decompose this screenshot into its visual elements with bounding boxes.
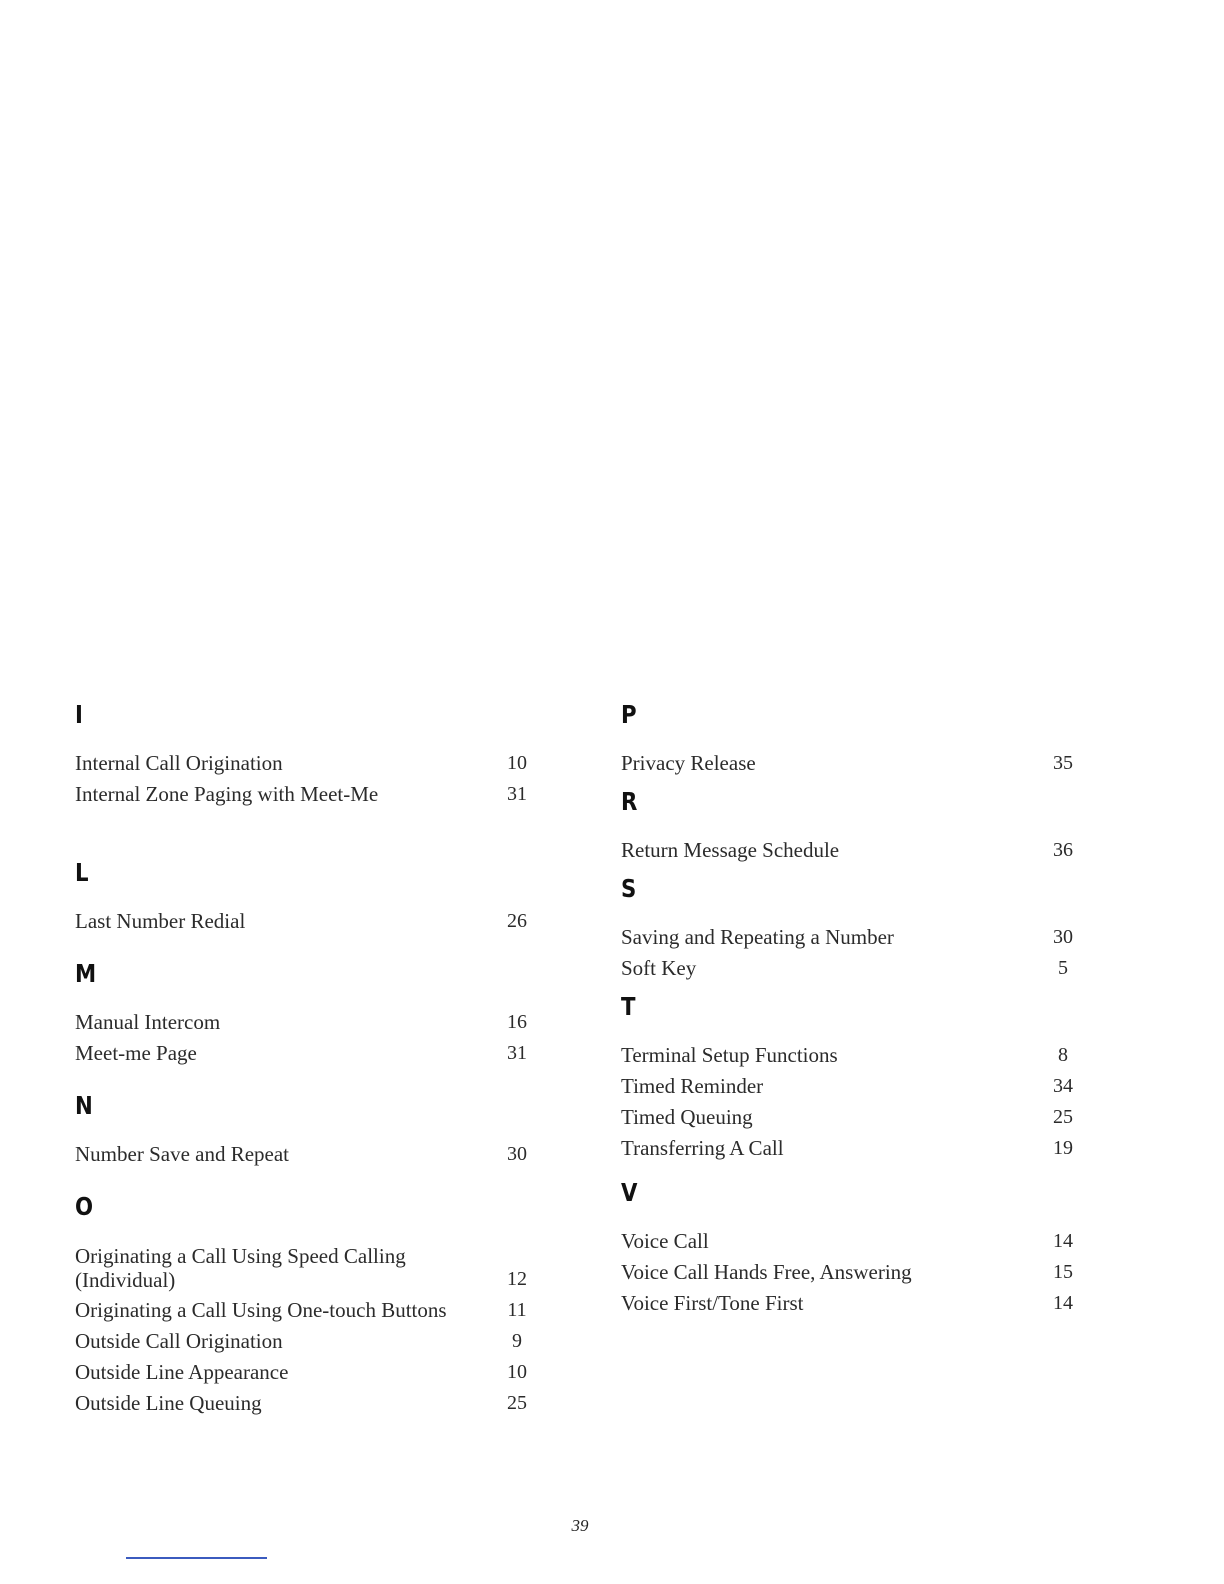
index-term: Timed Queuing xyxy=(621,1105,753,1129)
section-letter: L xyxy=(75,858,89,887)
index-page-ref: 34 xyxy=(1053,1075,1073,1097)
index-page-ref: 30 xyxy=(1053,926,1073,948)
index-entry xyxy=(621,1133,1091,1164)
index-column-left xyxy=(75,700,545,1441)
index-entry xyxy=(75,906,545,937)
page-number: 39 xyxy=(571,1516,589,1535)
index-page-ref: 9 xyxy=(512,1330,522,1352)
index-page-ref: 35 xyxy=(1053,752,1073,774)
index-entry xyxy=(621,1288,1091,1319)
index-term: Soft Key xyxy=(621,956,697,980)
index-term: Voice Call xyxy=(621,1229,709,1253)
section-letter: R xyxy=(621,787,638,816)
index-section-p xyxy=(621,700,1091,779)
section-letter: S xyxy=(621,874,637,903)
index-entry xyxy=(621,1102,1091,1133)
index-term: Return Message Schedule xyxy=(621,838,840,862)
index-entry xyxy=(75,748,545,779)
index-term: Last Number Redial xyxy=(75,909,246,933)
index-term: Timed Reminder xyxy=(621,1074,764,1098)
index-entry xyxy=(621,1040,1091,1071)
index-term: Manual Intercom xyxy=(75,1010,221,1034)
section-letter: N xyxy=(75,1091,93,1120)
index-page-ref: 30 xyxy=(507,1143,527,1165)
index-term: Meet-me Page xyxy=(75,1041,197,1065)
index-page-ref: 26 xyxy=(507,910,527,932)
index-entry xyxy=(75,1295,545,1326)
index-page-ref: 25 xyxy=(507,1392,527,1414)
index-page-ref: 10 xyxy=(507,752,527,774)
index-section-n xyxy=(75,1091,545,1170)
index-entry xyxy=(75,1357,545,1388)
index-entry xyxy=(621,748,1091,779)
section-letter: I xyxy=(75,700,83,729)
index-page-ref: 8 xyxy=(1058,1044,1068,1066)
index-page-ref: 5 xyxy=(1058,957,1068,979)
index-section-l xyxy=(75,858,545,937)
index-section-r xyxy=(621,787,1091,866)
section-letter: M xyxy=(75,959,97,988)
index-entry xyxy=(621,1226,1091,1257)
index-entry xyxy=(621,835,1091,866)
index-entry xyxy=(621,1071,1091,1102)
index-term: Internal Call Origination xyxy=(75,751,283,775)
index-entry xyxy=(75,1007,545,1038)
index-section-v xyxy=(621,1178,1091,1319)
index-section-i xyxy=(75,700,545,810)
index-section-t xyxy=(621,992,1091,1164)
index-page-ref: 15 xyxy=(1053,1261,1073,1283)
index-page-ref: 36 xyxy=(1053,839,1073,861)
index-term: Outside Call Origination xyxy=(75,1329,283,1353)
index-page-ref: 31 xyxy=(507,783,527,805)
index-term: Internal Zone Paging with Meet-Me xyxy=(75,782,379,806)
index-page-ref: 25 xyxy=(1053,1106,1073,1128)
index-term: Privacy Release xyxy=(621,751,756,775)
index-page-ref: 11 xyxy=(507,1299,527,1321)
index-section-m xyxy=(75,959,545,1069)
index-column-right xyxy=(621,700,1091,1341)
index-term: Voice First/Tone First xyxy=(621,1291,804,1315)
section-letter: O xyxy=(75,1192,94,1221)
index-section-o xyxy=(75,1192,545,1419)
index-entry xyxy=(75,779,545,810)
section-letter: T xyxy=(621,992,636,1021)
index-page-ref: 31 xyxy=(507,1042,527,1064)
index-term: Outside Line Appearance xyxy=(75,1360,289,1384)
index-entry xyxy=(75,1388,545,1419)
index-term: Number Save and Repeat xyxy=(75,1142,290,1166)
footer-divider xyxy=(126,1557,267,1559)
index-term: Transferring A Call xyxy=(621,1136,784,1160)
index-entry xyxy=(621,953,1091,984)
index-entry xyxy=(75,1139,545,1170)
index-page-ref: 16 xyxy=(507,1011,527,1033)
index-term: Saving and Repeating a Number xyxy=(621,925,894,949)
index-page-ref: 14 xyxy=(1053,1230,1073,1252)
index-section-s xyxy=(621,874,1091,984)
index-entry xyxy=(75,1326,545,1357)
index-entry xyxy=(621,922,1091,953)
index-page-ref: 12 xyxy=(507,1268,527,1290)
index-page-ref: 19 xyxy=(1053,1137,1073,1159)
index-term: Terminal Setup Functions xyxy=(621,1043,838,1067)
index-term: Voice Call Hands Free, Answering xyxy=(621,1260,912,1284)
index-entry xyxy=(75,1240,545,1295)
index-entry xyxy=(621,1257,1091,1288)
index-term: Outside Line Queuing xyxy=(75,1391,262,1415)
section-letter: P xyxy=(621,700,637,729)
index-term: Originating a Call Using Speed Calling (Individual) xyxy=(75,1244,406,1292)
section-letter: V xyxy=(621,1178,638,1207)
index-page-ref: 10 xyxy=(507,1361,527,1383)
index-page-ref: 14 xyxy=(1053,1292,1073,1314)
index-entry xyxy=(75,1038,545,1069)
index-term: Originating a Call Using One-touch Buttons xyxy=(75,1298,447,1322)
